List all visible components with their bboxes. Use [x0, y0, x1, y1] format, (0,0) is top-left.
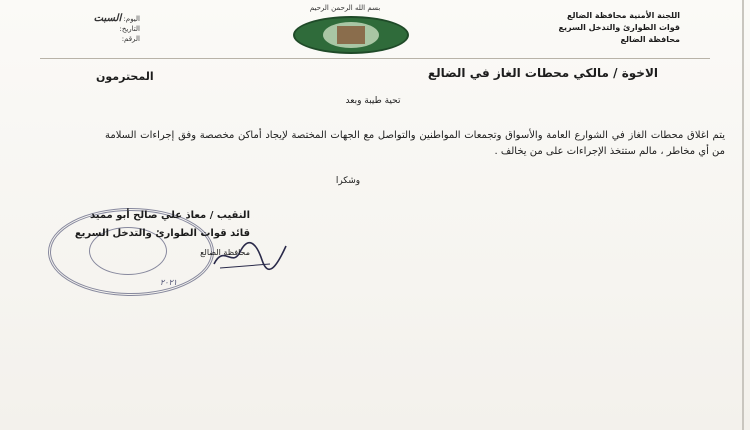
stamp-date: ٢٠٢١ [160, 278, 178, 287]
number-label: الرقم: [121, 35, 140, 43]
greeting: تحية طيبة وبعد [345, 96, 401, 106]
day-value: السبت [93, 13, 122, 24]
header-divider [40, 58, 710, 59]
page-edge [742, 0, 744, 430]
letterhead-line: اللجنة الأمنية محافظة الضالع [567, 11, 680, 20]
signatory-location: محافظة الضالع [200, 248, 250, 257]
signatory-title: قائد قوات الطوارئ والتدخل السريع [74, 228, 250, 239]
date-label: التاريخ: [119, 25, 140, 33]
respected-label: المحترمون [96, 70, 154, 83]
day-row [70, 14, 140, 24]
letter-body: يتم اغلاق محطات الغاز في الشوارع العامة والأسواق وتجمعات المواطنين والتواصل مع الجهات المختصة لإيجاد أماكن مخصصة وفق إجراءات السلامة من أي مخاطر ، مالم ستتخذ الإجراءات على من يخالف . [105, 130, 725, 157]
thanks: وشكرا [335, 176, 361, 186]
letterhead-line: محافظة الضالع [620, 35, 680, 44]
emblem-logo [293, 16, 409, 54]
addressee: الاخوة / مالكي محطات الغاز في الضالع [427, 66, 658, 80]
letterhead-left [70, 14, 140, 44]
letterhead-line: قوات الطوارئ والتدخل السريع [558, 23, 680, 32]
day-label: اليوم: [123, 15, 140, 23]
signatory-name: النقيب / معاذ علي صالح أبو مميد [89, 210, 250, 221]
emblem-building [337, 26, 365, 44]
basmala: بسم الله الرحمن الرحيم [309, 4, 381, 12]
letterhead-right [490, 10, 680, 46]
